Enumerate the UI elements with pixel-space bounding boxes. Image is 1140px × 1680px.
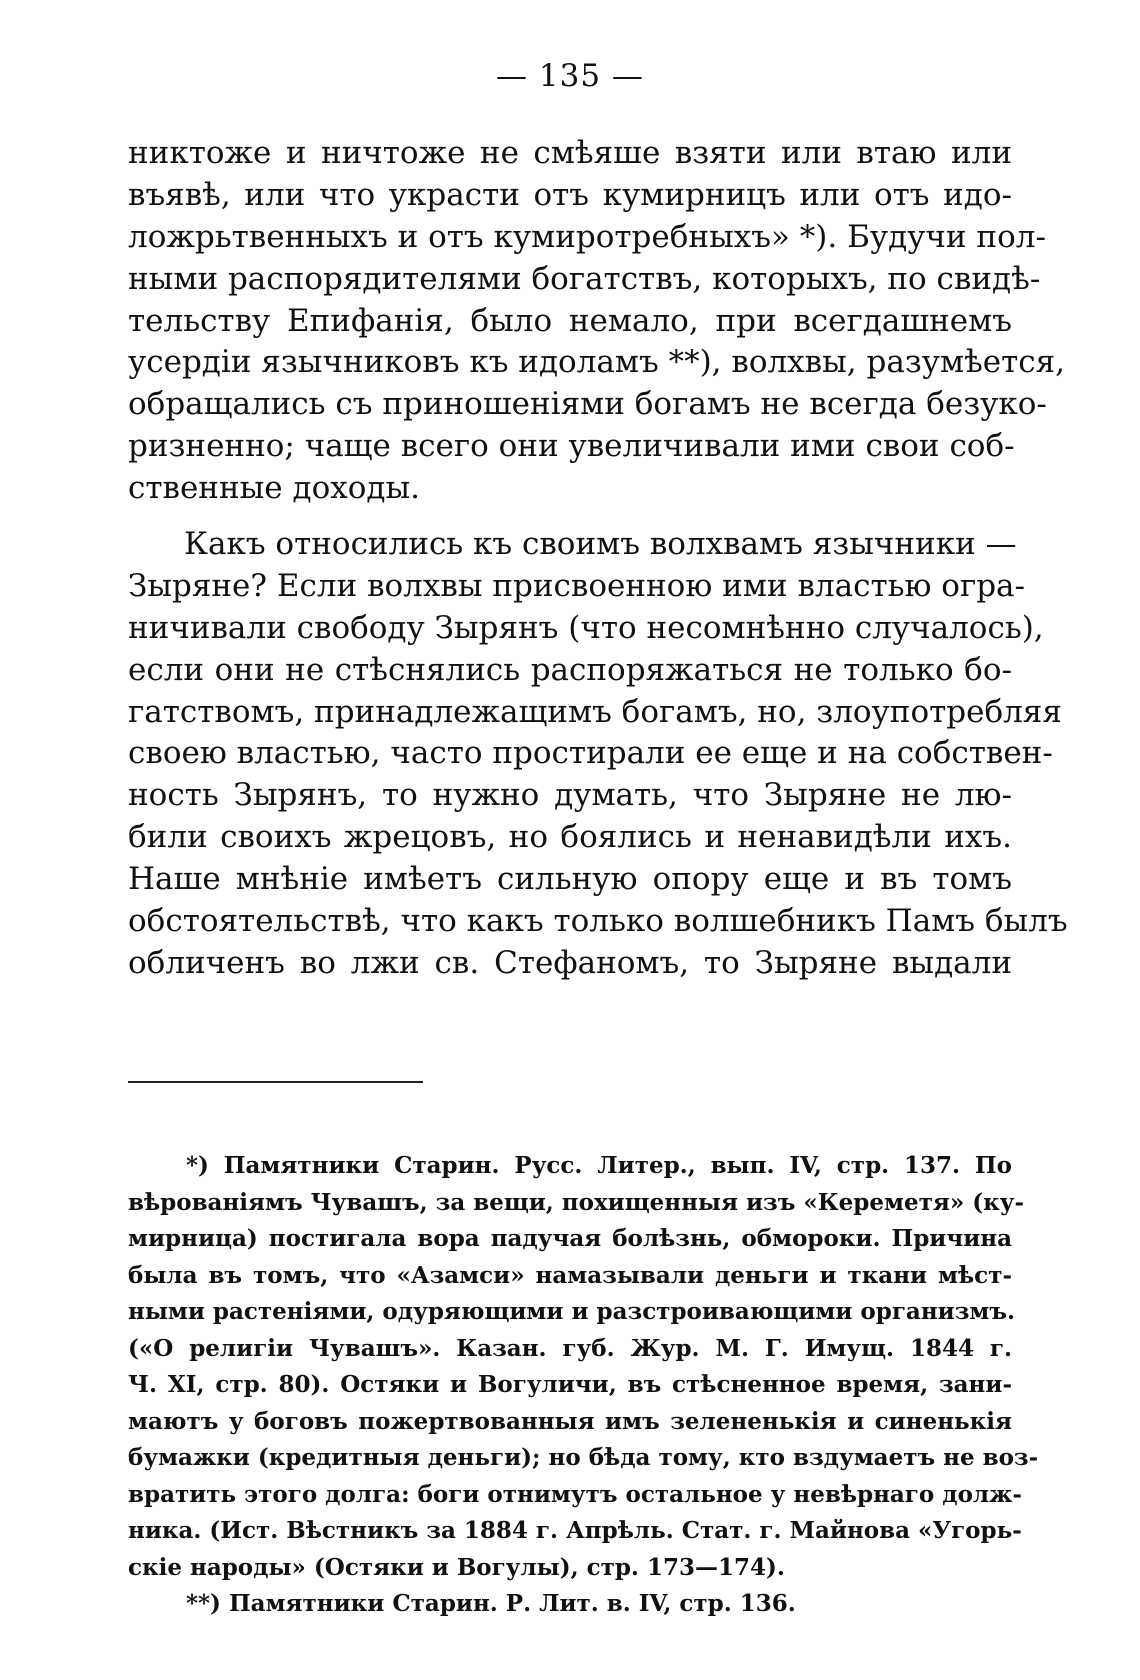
footnote-line: **) Памятники Старин. Р. Лит. в. IV, стр. 136. bbox=[186, 1590, 796, 1617]
text-line: ложрьтвенныхъ и отъ кумиротребныхъ» *). Будучи пол- bbox=[128, 218, 1046, 255]
text-line: Наше мнѣніе имѣетъ сильную опору еще и въ томъ bbox=[128, 861, 1012, 898]
text-line: били своихъ жрецовъ, но боялись и ненавидѣли ихъ. bbox=[128, 819, 1012, 856]
text-line: тельству Епифанія, было немало, при всегдашнемъ bbox=[128, 302, 1012, 339]
text-line: ность Зырянъ, то нужно думать, что Зыряне не лю- bbox=[128, 777, 1012, 814]
text-line: обращались съ приношеніями богамъ не всегда безуко- bbox=[128, 386, 1047, 423]
text-line: если они не стѣснялись распоряжаться не только бо- bbox=[128, 651, 1012, 688]
text-line: ными распорядителями богатствъ, которыхъ, по свидѣ- bbox=[128, 260, 1041, 297]
footnote-line: маютъ у боговъ пожертвованныя имъ зелененькія и синенькія bbox=[128, 1407, 1012, 1435]
text-line: никтоже и ничтоже не смѣяше взяти или втаю или bbox=[128, 135, 1012, 171]
footnote-line: вратить этого долга: боги отнимутъ остальное у невѣрнаго долж- bbox=[128, 1480, 1022, 1508]
text-line: обстоятельствѣ, что какъ только волшебникъ Памъ былъ bbox=[128, 903, 1068, 940]
text-line: своею властью, часто простирали ее еще и на собствен- bbox=[128, 735, 1053, 772]
text-line: гатствомъ, принадлежащимъ богамъ, но, злоупотребляя bbox=[128, 693, 1062, 730]
footnote-1 bbox=[128, 1148, 1039, 1586]
text-line: ризненно; чаще всего они увеличивали ими свои соб- bbox=[128, 428, 1015, 465]
text-line: обличенъ во лжи св. Стефаномъ, то Зыряне выдали bbox=[128, 944, 1012, 981]
footnote-line: Ч. XI, стр. 80). Остяки и Вогуличи, въ стѣсненное время, зани- bbox=[128, 1371, 1012, 1398]
footnote-divider bbox=[128, 1081, 423, 1083]
text-line: Какъ относились къ своимъ волхвамъ язычники — bbox=[184, 526, 1017, 563]
footnote-line: *) Памятники Старин. Русс. Литер., вып. IV, стр. 137. По bbox=[186, 1152, 1012, 1179]
text-line: усердіи язычниковъ къ идоламъ **), волхвы, разумѣется, bbox=[128, 344, 1066, 381]
footnote-line: вѣрованіямъ Чувашъ, за вещи, похищенныя изъ «Кереметя» (ку- bbox=[128, 1188, 1025, 1216]
footnote-line: бумажки (кредитныя деньги); но бѣда тому, кто вздумаетъ не воз- bbox=[128, 1444, 1039, 1471]
page-number: — 135 — bbox=[496, 58, 644, 94]
text-line: ственные доходы. bbox=[128, 470, 421, 507]
footnote-line: ными растеніями, одуряющими и разстроивающими организмъ. bbox=[128, 1298, 1016, 1325]
paragraph-2 bbox=[128, 524, 1068, 985]
footnotes bbox=[128, 1148, 1039, 1623]
footnote-line: скіе народы» (Остяки и Вогулы), стр. 173—174). bbox=[128, 1553, 785, 1581]
text-line: въявѣ, или что украсти отъ кумирницъ или отъ идо- bbox=[128, 176, 1012, 213]
footnote-line: («О религіи Чувашъ». Казан. губ. Жур. М. Г. Имущ. 1844 г. bbox=[128, 1334, 1012, 1362]
paragraph-1 bbox=[128, 133, 1066, 510]
footnote-line: ника. (Ист. Вѣстникъ за 1884 г. Апрѣль. Стат. г. Майнова «Угорь- bbox=[128, 1517, 1022, 1544]
footnote-line: мирница) постигала вора падучая болѣзнь, обмороки. Причина bbox=[128, 1225, 1012, 1252]
body-text bbox=[128, 133, 1068, 985]
text-line: Зыряне? Если волхвы присвоенною ими властью огра- bbox=[128, 567, 1026, 604]
paragraph-gap bbox=[128, 510, 1012, 524]
footnote-2 bbox=[128, 1586, 1012, 1623]
footnote-line: была въ томъ, что «Азамси» намазывали деньги и ткани мѣст- bbox=[128, 1261, 1012, 1289]
text-line: ничивали свободу Зырянъ (что несомнѣнно случалось), bbox=[128, 609, 1044, 646]
